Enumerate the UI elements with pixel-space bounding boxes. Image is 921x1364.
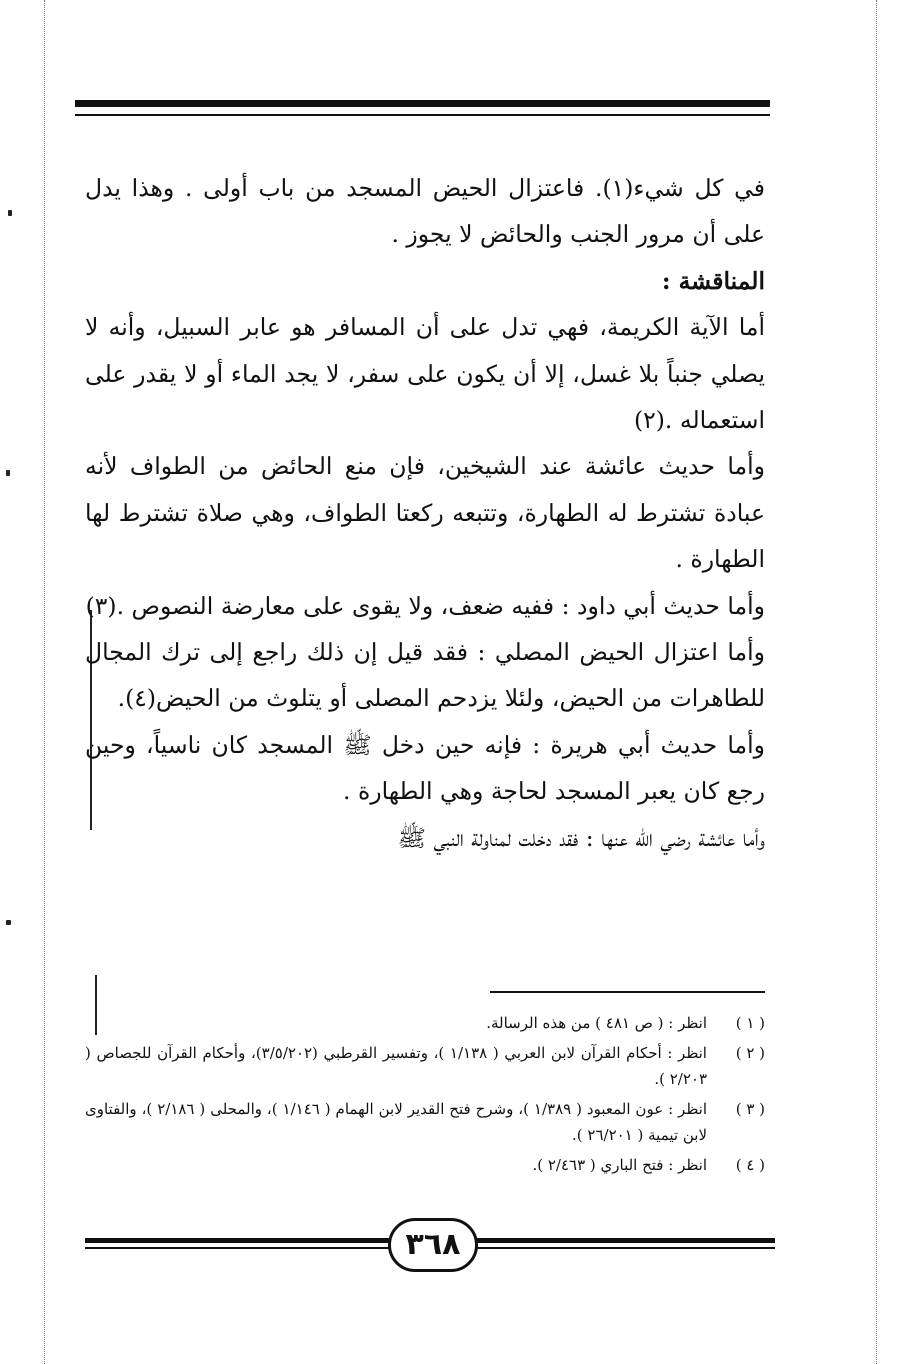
footnote-number: ( ٤ ) <box>735 1156 765 1174</box>
page-number: ٣٦٨ <box>388 1218 478 1272</box>
footnote <box>85 1010 765 1036</box>
footnote-text: انظر : ( ص ٤٨١ ) من هذه الرسالة. <box>486 1014 707 1032</box>
footnote <box>85 1096 765 1148</box>
footnote-text: انظر : عون المعبود ( ١/٣٨٩ )، وشرح فتح القدير لابن الهمام ( ١/١٤٦ )، والمحلى ( ٢/١٨٦ )، والفتاوى لابن تيمية ( ٢٦/٢٠١ ). <box>85 1100 707 1144</box>
footnote <box>85 1152 765 1178</box>
scan-speck <box>6 470 10 476</box>
footnotes <box>85 1010 765 1182</box>
paragraph: أما الآية الكريمة، فهي تدل على أن المسافر هو عابر السبيل، وأنه لا يصلي جنباً بلا غسل، إلا أن يكون على سفر، لا يجد الماء أو لا يقدر على استعماله .(٢) <box>85 313 765 435</box>
section-heading: المناقشة : <box>661 266 765 295</box>
body-text <box>85 165 765 861</box>
footnote <box>85 1040 765 1092</box>
top-rule <box>75 100 770 122</box>
scan-speck <box>8 210 12 216</box>
paragraph: وأما حديث عائشة عند الشيخين، فإن منع الحائض من الطواف لأنه عبادة تشترط له الطهارة، وتتبعه ركعتا الطواف، وهي صلاة تشترط لها الطهارة . <box>85 452 765 574</box>
paragraph: وأما حديث أبي هريرة : فإنه حين دخل ﷺ المسجد كان ناسياً، وحين رجع كان يعبر المسجد لحاجة وهي الطهارة . <box>85 730 765 806</box>
scan-speck <box>6 920 11 925</box>
scan-edge-left <box>44 0 46 1364</box>
top-rule-thick <box>75 100 770 107</box>
paragraph: وأما اعتزال الحيض المصلي : فقد قيل إن ذلك راجع إلى ترك المجال للطاهرات من الحيض، ولئلا يزدحم المصلى أو يتلوث من الحيض(٤). <box>85 638 765 713</box>
footnote-text: انظر : أحكام القرآن لابن العربي ( ١/١٣٨ )، وتفسير القرطبي (٣/٥/٢٠٢)، وأحكام القرآن للجصاص ( ٢/٢٠٣ ). <box>85 1044 707 1088</box>
footnote-number: ( ٣ ) <box>735 1100 765 1118</box>
scan-edge-right <box>876 0 878 1364</box>
footnote-number: ( ١ ) <box>735 1014 765 1032</box>
footnote-text: انظر : فتح الباري ( ٢/٤٦٣ ). <box>532 1156 707 1174</box>
footnote-rule <box>490 991 765 993</box>
paragraph: وأما حديث أبي داود : ففيه ضعف، ولا يقوى على معارضة النصوص .(٣) <box>85 591 765 620</box>
footnote-number: ( ٢ ) <box>735 1044 765 1062</box>
paragraph: وأما عائشة رضي الله عنها : فقد دخلت لمناولة النبي ﷺ <box>397 823 765 852</box>
paragraph: في كل شيء(١). فاعتزال الحيض المسجد من باب أولى . وهذا يدل على أن مرور الجنب والحائض لا يجوز . <box>85 174 765 249</box>
top-rule-thin <box>75 114 770 116</box>
